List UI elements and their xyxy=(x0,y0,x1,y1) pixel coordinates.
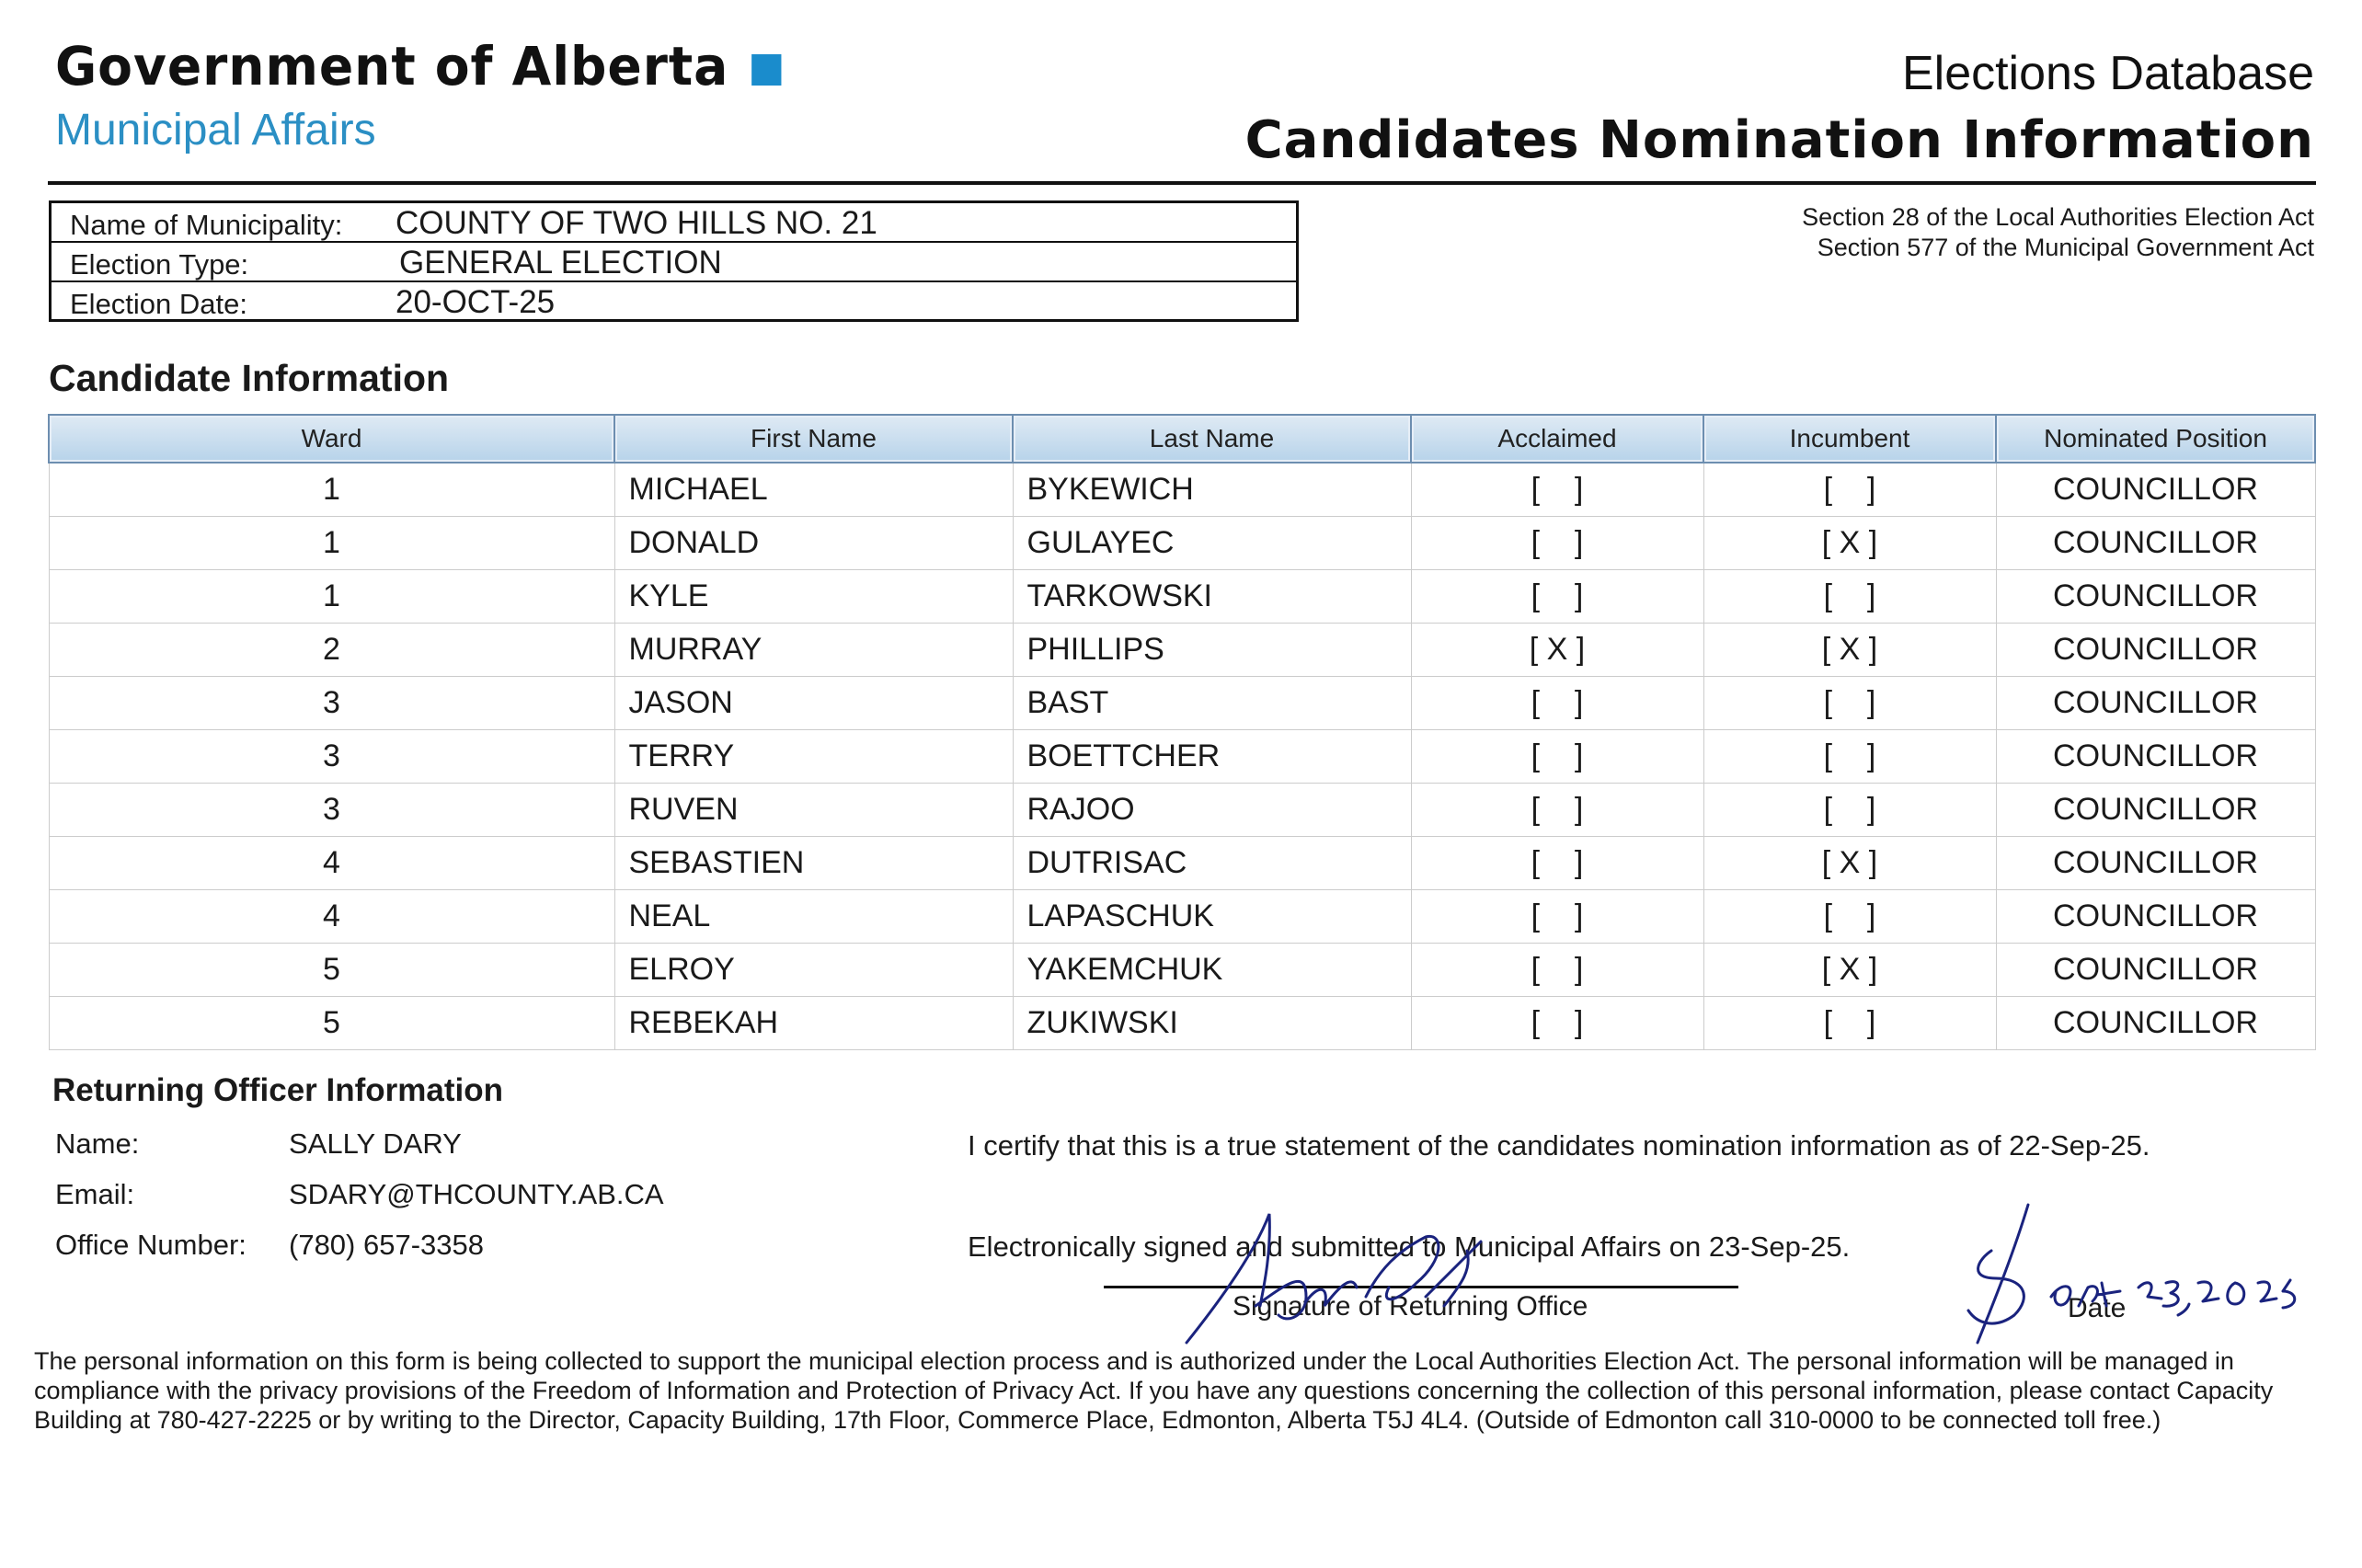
table-row xyxy=(49,730,2315,784)
cell-first-name: JASON xyxy=(614,677,1013,730)
privacy-notice: The personal information on this form is being collected to support the municipal election process and is authorized under the Local Authorities Election Act. The personal information will be managed in compliance with the privacy provisions of the Freedom of Information and Protection of Privacy Act. If you have any questions concerning the collection of this personal information, please contact Capacity Building at 780-427-2225 or by writing to the Director, Capacity Building, 17th Floor, Commerce Place, Edmonton, Alberta T5J 4L4. (Outside of Edmonton call 310-0000 to be connected toll free.) xyxy=(34,1347,2274,1434)
table-row xyxy=(49,784,2315,837)
cell-first-name: MURRAY xyxy=(614,624,1013,677)
cell-position: COUNCILLOR xyxy=(1996,570,2315,624)
cell-first-name: SEBASTIEN xyxy=(614,837,1013,890)
table-row xyxy=(49,517,2315,570)
cell-first-name: ELROY xyxy=(614,944,1013,997)
cell-ward: 3 xyxy=(49,677,614,730)
cell-last-name: LAPASCHUK xyxy=(1013,890,1411,944)
municipality-value: COUNTY OF TWO HILLS NO. 21 xyxy=(396,205,877,241)
electronic-signature-statement: Electronically signed and submitted to Municipal Affairs on 23-Sep-25. xyxy=(968,1230,1851,1263)
table-row xyxy=(49,677,2315,730)
cell-acclaimed: [ ] xyxy=(1411,730,1703,784)
officer-email-label: Email: xyxy=(55,1178,135,1210)
table-row xyxy=(49,944,2315,997)
cell-acclaimed: [ ] xyxy=(1411,890,1703,944)
database-title: Elections Database xyxy=(1901,47,2314,100)
cell-position: COUNCILLOR xyxy=(1996,730,2315,784)
cell-incumbent: [ ] xyxy=(1703,890,1996,944)
cell-incumbent: [ ] xyxy=(1703,463,1996,517)
act-reference-2: Section 577 of the Municipal Government Act xyxy=(1817,234,2314,261)
cell-acclaimed: [ ] xyxy=(1411,944,1703,997)
date-caption: Date xyxy=(2068,1293,2127,1323)
cell-incumbent: [ ] xyxy=(1703,730,1996,784)
certification-statement: I certify that this is a true statement of the candidates nomination information as of 22-Sep-25. xyxy=(968,1129,2150,1162)
cell-acclaimed: [ X ] xyxy=(1411,624,1703,677)
officer-name-label: Name: xyxy=(55,1127,140,1160)
cell-first-name: NEAL xyxy=(614,890,1013,944)
col-header-incumbent: Incumbent xyxy=(1703,415,1996,463)
cell-first-name: RUVEN xyxy=(614,784,1013,837)
cell-incumbent: [ X ] xyxy=(1703,624,1996,677)
cell-last-name: ZUKIWSKI xyxy=(1013,997,1411,1050)
cell-position: COUNCILLOR xyxy=(1996,517,2315,570)
cell-first-name: DONALD xyxy=(614,517,1013,570)
cell-ward: 5 xyxy=(49,944,614,997)
legislation-references xyxy=(1802,202,2314,263)
officer-phone-label: Office Number: xyxy=(55,1229,247,1261)
col-header-last-name: Last Name xyxy=(1013,415,1411,463)
cell-position: COUNCILLOR xyxy=(1996,997,2315,1050)
municipality-row xyxy=(52,203,1296,243)
election-type-value: GENERAL ELECTION xyxy=(399,245,722,280)
logo-square-icon xyxy=(751,54,781,86)
table-row xyxy=(49,837,2315,890)
col-header-acclaimed: Acclaimed xyxy=(1411,415,1703,463)
election-date-value: 20-OCT-25 xyxy=(396,284,556,320)
cell-last-name: BYKEWICH xyxy=(1013,463,1411,517)
cell-incumbent: [ X ] xyxy=(1703,517,1996,570)
cell-last-name: DUTRISAC xyxy=(1013,837,1411,890)
cell-position: COUNCILLOR xyxy=(1996,890,2315,944)
cell-ward: 3 xyxy=(49,730,614,784)
candidate-section-heading: Candidate Information xyxy=(49,357,450,399)
officer-phone-value: (780) 657-3358 xyxy=(289,1229,484,1261)
cell-incumbent: [ X ] xyxy=(1703,837,1996,890)
cell-acclaimed: [ ] xyxy=(1411,997,1703,1050)
cell-ward: 4 xyxy=(49,890,614,944)
cell-acclaimed: [ ] xyxy=(1411,463,1703,517)
table-row xyxy=(49,463,2315,517)
table-row xyxy=(49,890,2315,944)
cell-first-name: TERRY xyxy=(614,730,1013,784)
cell-ward: 3 xyxy=(49,784,614,837)
cell-incumbent: [ ] xyxy=(1703,677,1996,730)
cell-acclaimed: [ ] xyxy=(1411,517,1703,570)
cell-position: COUNCILLOR xyxy=(1996,624,2315,677)
col-header-position: Nominated Position xyxy=(1996,415,2315,463)
table-header-row xyxy=(49,415,2315,463)
election-date-row xyxy=(52,282,1296,322)
header-divider xyxy=(48,181,2316,185)
signature-caption: Signature of Returning Office xyxy=(1233,1291,1588,1322)
cell-acclaimed: [ ] xyxy=(1411,784,1703,837)
cell-last-name: BAST xyxy=(1013,677,1411,730)
cell-ward: 5 xyxy=(49,997,614,1050)
table-row xyxy=(49,997,2315,1050)
cell-first-name: MICHAEL xyxy=(614,463,1013,517)
cell-first-name: REBEKAH xyxy=(614,997,1013,1050)
cell-position: COUNCILLOR xyxy=(1996,463,2315,517)
cell-position: COUNCILLOR xyxy=(1996,944,2315,997)
cell-acclaimed: [ ] xyxy=(1411,677,1703,730)
table-row xyxy=(49,570,2315,624)
cell-last-name: TARKOWSKI xyxy=(1013,570,1411,624)
cell-ward: 2 xyxy=(49,624,614,677)
act-reference-1: Section 28 of the Local Authorities Election Act xyxy=(1802,203,2314,231)
cell-ward: 1 xyxy=(49,517,614,570)
cell-acclaimed: [ ] xyxy=(1411,570,1703,624)
cell-position: COUNCILLOR xyxy=(1996,677,2315,730)
cell-first-name: KYLE xyxy=(614,570,1013,624)
election-date-label: Election Date: xyxy=(70,288,247,320)
cell-last-name: YAKEMCHUK xyxy=(1013,944,1411,997)
col-header-first-name: First Name xyxy=(614,415,1013,463)
cell-incumbent: [ ] xyxy=(1703,997,1996,1050)
cell-last-name: RAJOO xyxy=(1013,784,1411,837)
cell-incumbent: [ ] xyxy=(1703,570,1996,624)
org-name: Government of Alberta xyxy=(55,35,729,97)
officer-email-value: SDARY@THCOUNTY.AB.CA xyxy=(289,1178,664,1210)
handwritten-signature-icon xyxy=(1168,1196,1518,1352)
handwritten-date-icon xyxy=(1941,1196,2309,1352)
department-name: Municipal Affairs xyxy=(55,106,376,155)
cell-acclaimed: [ ] xyxy=(1411,837,1703,890)
election-info-box xyxy=(49,200,1299,322)
cell-last-name: PHILLIPS xyxy=(1013,624,1411,677)
cell-ward: 4 xyxy=(49,837,614,890)
cell-incumbent: [ ] xyxy=(1703,784,1996,837)
returning-officer-heading: Returning Officer Information xyxy=(52,1072,503,1108)
org-logo xyxy=(55,35,781,97)
officer-name-value: SALLY DARY xyxy=(289,1127,462,1160)
candidate-table xyxy=(48,414,2316,1050)
municipality-label: Name of Municipality: xyxy=(70,209,343,241)
election-type-row xyxy=(52,243,1296,282)
col-header-ward: Ward xyxy=(49,415,614,463)
cell-last-name: BOETTCHER xyxy=(1013,730,1411,784)
cell-position: COUNCILLOR xyxy=(1996,837,2315,890)
cell-ward: 1 xyxy=(49,570,614,624)
cell-ward: 1 xyxy=(49,463,614,517)
election-type-label: Election Type: xyxy=(70,248,249,280)
form-title: Candidates Nomination Information xyxy=(1244,110,2314,170)
cell-incumbent: [ X ] xyxy=(1703,944,1996,997)
candidate-table-body xyxy=(49,463,2315,1050)
table-row xyxy=(49,624,2315,677)
cell-position: COUNCILLOR xyxy=(1996,784,2315,837)
cell-last-name: GULAYEC xyxy=(1013,517,1411,570)
